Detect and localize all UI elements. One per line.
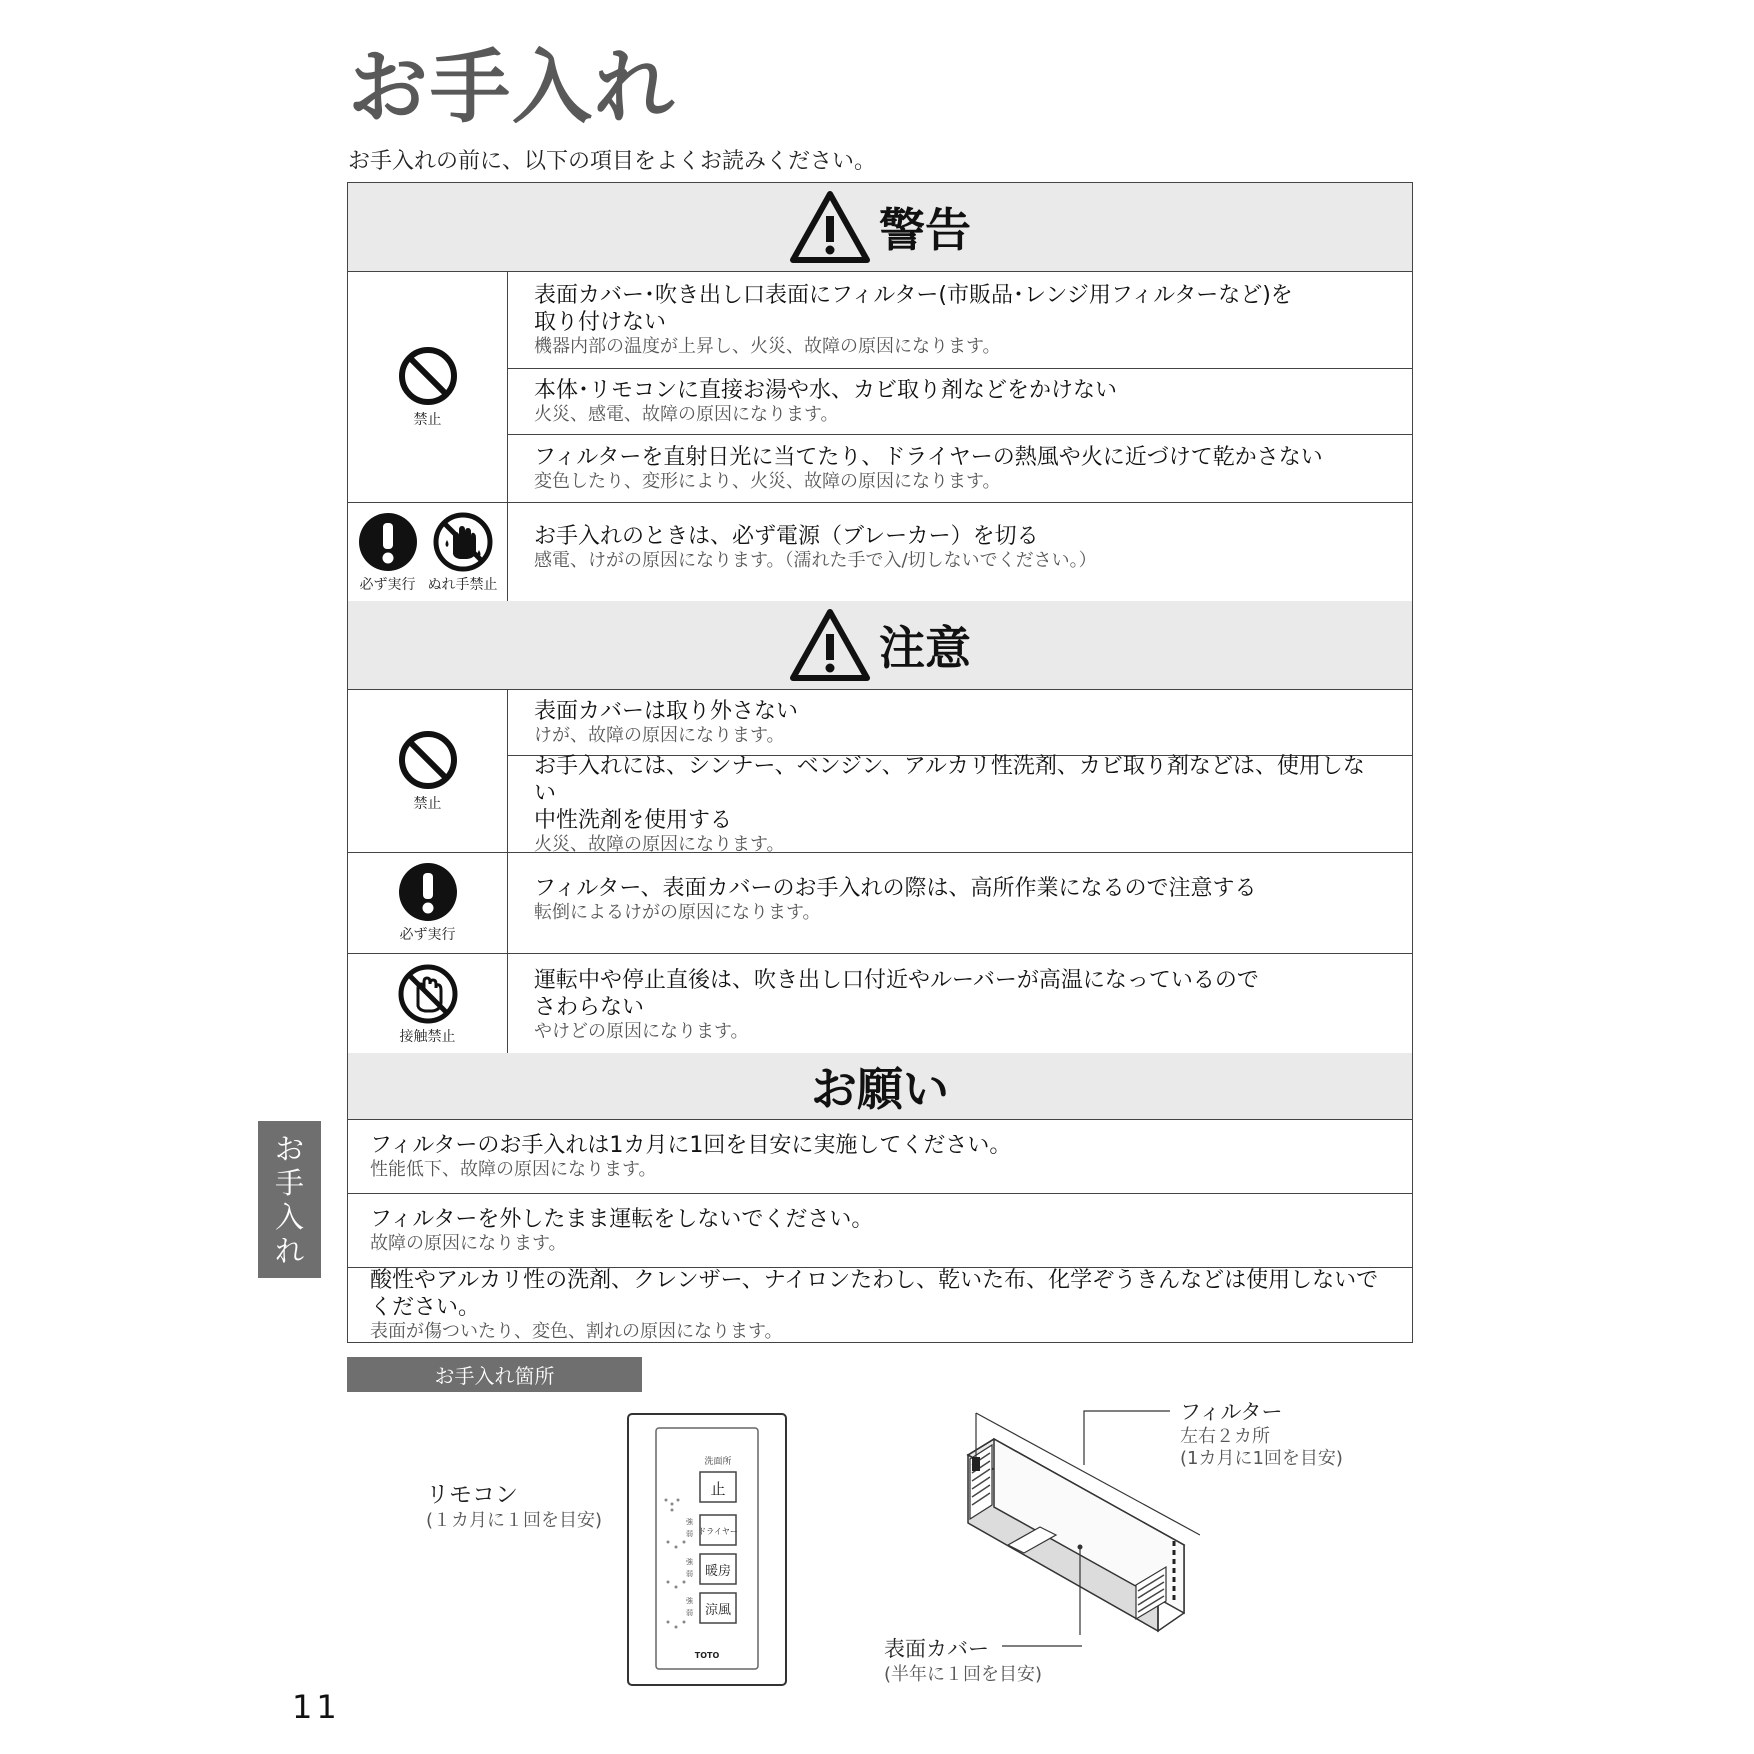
remote-location-label: 洗面所 <box>704 1457 732 1467</box>
remote-strong-label: 強 <box>686 1558 693 1566</box>
remote-note: (１カ月に１回を目安) <box>426 1510 603 1531</box>
care-spots-header: お手入れ箇所 <box>347 1357 642 1392</box>
item-main-text: フィルターを直射日光に当てたり、ドライヤーの熱風や火に近づけて乾かさない <box>534 445 1323 471</box>
remote-dryer-label: ドライヤー <box>698 1527 738 1536</box>
page-number: 11 <box>292 1688 341 1726</box>
icon-cell <box>348 272 508 502</box>
item-main-text: フィルター、表面カバーのお手入れの際は、高所作業になるので注意する <box>534 876 1257 901</box>
caution-title: 注意 <box>879 621 971 675</box>
list-item <box>348 1268 1412 1341</box>
warning-group-power <box>348 503 1412 602</box>
wet-hand-prohibit-icon <box>433 512 493 572</box>
icon-cell <box>348 853 508 953</box>
item-sub-text: 火災、故障の原因になります。 <box>534 834 785 855</box>
warning-header <box>348 183 1412 272</box>
warning-title: 警告 <box>879 203 971 257</box>
caution-group-prohibit <box>348 690 1412 853</box>
remote-label: リモコン <box>426 1482 518 1508</box>
item-sub-text: けが、故障の原因になります。 <box>534 725 785 746</box>
request-section <box>347 1053 1413 1343</box>
list-item <box>508 690 1412 756</box>
filter-leader-lines <box>1080 1405 1180 1545</box>
list-item <box>508 435 1412 502</box>
caution-header <box>348 601 1412 690</box>
caution-group-mandatory <box>348 853 1412 954</box>
item-main-text: お手入れのときは、必ず電源（ブレーカー）を切る <box>534 524 1039 549</box>
remote-weak-label: 弱 <box>686 1609 693 1617</box>
item-main-text: フィルターのお手入れは1カ月に1回を目安に実施してください。 <box>370 1133 1012 1158</box>
warning-triangle-icon <box>789 190 871 264</box>
caution-section <box>347 601 1413 1054</box>
item-sub-text: 転倒によるけがの原因になります。 <box>534 902 821 923</box>
cover-label: 表面カバー <box>884 1637 989 1661</box>
item-sub-text: やけどの原因になります。 <box>534 1020 749 1042</box>
item-main-text: お手入れには、シンナー、ベンジン、アルカリ性洗剤、カビ取り剤などは、使用しない 中性洗剤を使用する <box>534 754 1365 833</box>
remote-stop-label: 止 <box>710 1480 726 1498</box>
list-item <box>508 853 1412 953</box>
cover-note: (半年に１回を目安) <box>884 1664 1043 1685</box>
warning-items <box>508 272 1412 502</box>
caution-group-no-touch <box>348 954 1412 1055</box>
remote-control-diagram <box>626 1412 788 1687</box>
prohibit-icon <box>397 729 459 791</box>
no-touch-icon <box>398 964 458 1024</box>
item-sub-text: 感電、けがの原因になります。（濡れた手で入/切しないでください。） <box>534 550 1097 571</box>
remote-weak-label: 弱 <box>686 1530 693 1538</box>
item-main-text: 本体･リモコンに直接お湯や水、カビ取り剤などをかけない <box>534 377 1118 403</box>
icon-cell <box>348 503 508 602</box>
list-item <box>508 756 1412 853</box>
filter-label: フィルター <box>1180 1400 1283 1424</box>
filter-note-1: 左右２カ所 <box>1180 1426 1270 1447</box>
remote-heat-label: 暖房 <box>704 1564 732 1579</box>
intro-text: お手入れの前に、以下の項目をよくお読みください。 <box>348 149 877 174</box>
list-item <box>508 272 1412 369</box>
warning-section <box>347 182 1413 603</box>
item-sub-text: 性能低下、故障の原因になります。 <box>370 1159 657 1180</box>
cover-leader-line <box>1000 1640 1090 1652</box>
icon-label: 接触禁止 <box>399 1028 456 1045</box>
mandatory-action-icon <box>358 512 418 572</box>
item-sub-text: 機器内部の温度が上昇し、火災、故障の原因になります。 <box>534 335 1001 357</box>
prohibit-icon <box>397 345 459 407</box>
item-sub-text: 火災、感電、故障の原因になります。 <box>534 403 839 425</box>
icon-label: 禁止 <box>413 796 442 812</box>
item-sub-text: 表面が傷ついたり、変色、割れの原因になります。 <box>370 1320 783 1342</box>
list-item <box>508 503 1412 602</box>
item-main-text: 運転中や停止直後は、吹き出し口付近やルーバーが高温になっているので さわらない <box>534 967 1259 1020</box>
item-sub-text: 故障の原因になります。 <box>370 1233 567 1254</box>
remote-strong-label: 強 <box>686 1597 693 1605</box>
item-main-text: 表面カバーは取り外さない <box>534 699 799 724</box>
icon-cell <box>348 954 508 1055</box>
item-main-text: 酸性やアルカリ性の洗剤、クレンザー、ナイロンたわし、乾いた布、化学ぞうきんなどは使用しないでください。 <box>370 1267 1379 1320</box>
list-item <box>508 369 1412 436</box>
list-item <box>348 1194 1412 1268</box>
list-item <box>348 1120 1412 1194</box>
remote-weak-label: 弱 <box>686 1570 693 1578</box>
remote-brand-label: TOTO <box>694 1651 720 1660</box>
request-title: お願い <box>811 1062 949 1116</box>
page-title: お手入れ <box>348 41 676 134</box>
mandatory-action-icon <box>398 862 458 922</box>
remote-cool-label: 涼風 <box>704 1603 732 1618</box>
icon-label: ぬれ手禁止 <box>427 576 498 593</box>
list-item <box>508 954 1412 1055</box>
remote-strong-label: 強 <box>686 1518 693 1526</box>
icon-label: 必ず実行 <box>359 576 416 593</box>
icon-label: 必ず実行 <box>399 927 456 943</box>
icon-label: 禁止 <box>413 412 442 428</box>
item-sub-text: 変色したり、変形により、火災、故障の原因になります。 <box>534 471 1001 493</box>
request-header <box>348 1053 1412 1120</box>
item-main-text: 表面カバー･吹き出し口表面にフィルター(市販品･レンジ用フィルターなど)を 取り付けない <box>534 282 1293 335</box>
side-tab: お 手 入 れ <box>258 1121 321 1278</box>
filter-note-2: (1カ月に1回を目安) <box>1180 1448 1343 1469</box>
caution-triangle-icon <box>789 608 871 682</box>
item-main-text: フィルターを外したまま運転をしないでください。 <box>370 1207 874 1232</box>
icon-cell <box>348 690 508 852</box>
warning-group-prohibit <box>348 272 1412 503</box>
